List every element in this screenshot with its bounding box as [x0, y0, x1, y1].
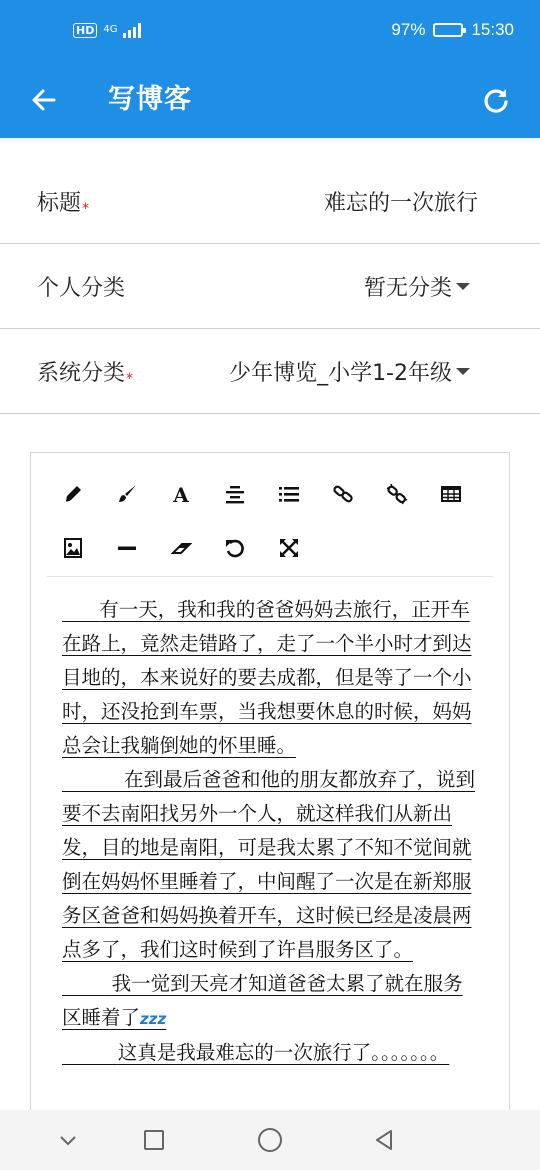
paragraph: 有一天，我和我的爸爸妈妈去旅行，正开车在路上，竟然走错路了，走了一个半小时才到达目地的，本来说好的要去成都，但是等了一个小时，还没抢到车票，当我想要休息的时候，妈妈总会让我躺倒她的怀里睡。: [62, 598, 472, 757]
image-icon: [62, 537, 84, 559]
personal-category-select[interactable]: [364, 271, 470, 302]
personal-category-row[interactable]: [0, 244, 540, 329]
title-row[interactable]: [0, 159, 540, 244]
nav-back-button[interactable]: [366, 1122, 402, 1158]
align-center-icon: [224, 483, 246, 505]
list-icon: [278, 483, 300, 505]
signal-icon: [123, 22, 141, 38]
back-button[interactable]: [24, 80, 64, 120]
brush-icon: [116, 483, 138, 505]
unlink-tool-button[interactable]: [379, 476, 415, 512]
hd-indicator: HD: [73, 23, 97, 38]
caret-down-icon: [456, 283, 470, 290]
font-icon: [170, 483, 192, 505]
system-category-row[interactable]: [0, 329, 540, 414]
undo-icon: [224, 537, 246, 559]
horizontal-rule-tool-button[interactable]: [109, 530, 145, 566]
network-type: 4G: [103, 24, 118, 35]
triangle-back-icon: [372, 1128, 396, 1152]
required-mark: *: [126, 370, 134, 387]
header: [0, 0, 540, 138]
editor-toolbar: [47, 469, 493, 577]
align-center-tool-button[interactable]: [217, 476, 253, 512]
battery-icon: [433, 23, 463, 37]
undo-tool-button[interactable]: [217, 530, 253, 566]
list-tool-button[interactable]: [271, 476, 307, 512]
system-nav-bar: [0, 1110, 540, 1170]
circle-icon: [257, 1127, 283, 1153]
table-tool-button[interactable]: [433, 476, 469, 512]
square-icon: [142, 1128, 166, 1152]
system-category-value: 少年博览_小学1-2年级: [229, 360, 452, 386]
clock: 15:30: [471, 20, 514, 39]
refresh-icon: [482, 86, 510, 114]
title-input[interactable]: 难忘的一次旅行: [323, 190, 478, 216]
link-tool-button[interactable]: [325, 476, 361, 512]
table-icon: [440, 483, 462, 505]
editor-content[interactable]: [62, 593, 482, 1070]
unlink-icon: [386, 483, 408, 505]
eraser-icon: [170, 537, 192, 559]
horizontal-rule-icon: [116, 537, 138, 559]
nav-collapse-button[interactable]: [50, 1122, 86, 1158]
arrow-left-icon: [30, 86, 58, 114]
fullscreen-icon: [278, 537, 300, 559]
required-mark: *: [82, 200, 90, 217]
rich-text-editor[interactable]: [30, 452, 510, 1132]
personal-category-value: 暂无分类: [363, 275, 452, 301]
sleep-emoji: zzz: [140, 1010, 167, 1028]
pencil-icon: [62, 483, 84, 505]
page-title: 写博客: [108, 84, 192, 115]
title-label: 标题*: [37, 190, 90, 217]
pencil-tool-button[interactable]: [55, 476, 91, 512]
caret-down-icon: [456, 368, 470, 375]
image-tool-button[interactable]: [55, 530, 91, 566]
system-category-select[interactable]: [229, 356, 470, 387]
battery-percent: 97%: [391, 20, 426, 39]
paragraph: 我一觉到天亮才知道爸爸太累了就在服务区睡着了zzz: [62, 972, 463, 1029]
chevron-down-icon: [57, 1129, 79, 1151]
font-tool-button[interactable]: [163, 476, 199, 512]
personal-category-label: 个人分类: [37, 275, 126, 301]
paragraph: 这真是我最难忘的一次旅行了。。。。。。。: [62, 1041, 450, 1064]
svg-text:A: A: [173, 483, 189, 505]
nav-home-button[interactable]: [252, 1122, 288, 1158]
refresh-button[interactable]: [476, 80, 516, 120]
system-category-label: 系统分类*: [37, 360, 134, 387]
eraser-tool-button[interactable]: [163, 530, 199, 566]
app-bar: [0, 66, 540, 138]
brush-tool-button[interactable]: [109, 476, 145, 512]
status-bar: [0, 0, 540, 66]
nav-recents-button[interactable]: [136, 1122, 172, 1158]
paragraph: 在到最后爸爸和他的朋友都放弃了，说到要不去南阳找另外一个人，就这样我们从新出发，目的地是南阳，可是我太累了不知不觉间就倒在妈妈怀里睡着了，中间醒了一次是在新郑服务区爸爸和妈妈换着开车，这时候已经是凌晨两点多了，我们这时候到了许昌服务区了。: [62, 768, 476, 961]
fullscreen-tool-button[interactable]: [271, 530, 307, 566]
link-icon: [332, 483, 354, 505]
